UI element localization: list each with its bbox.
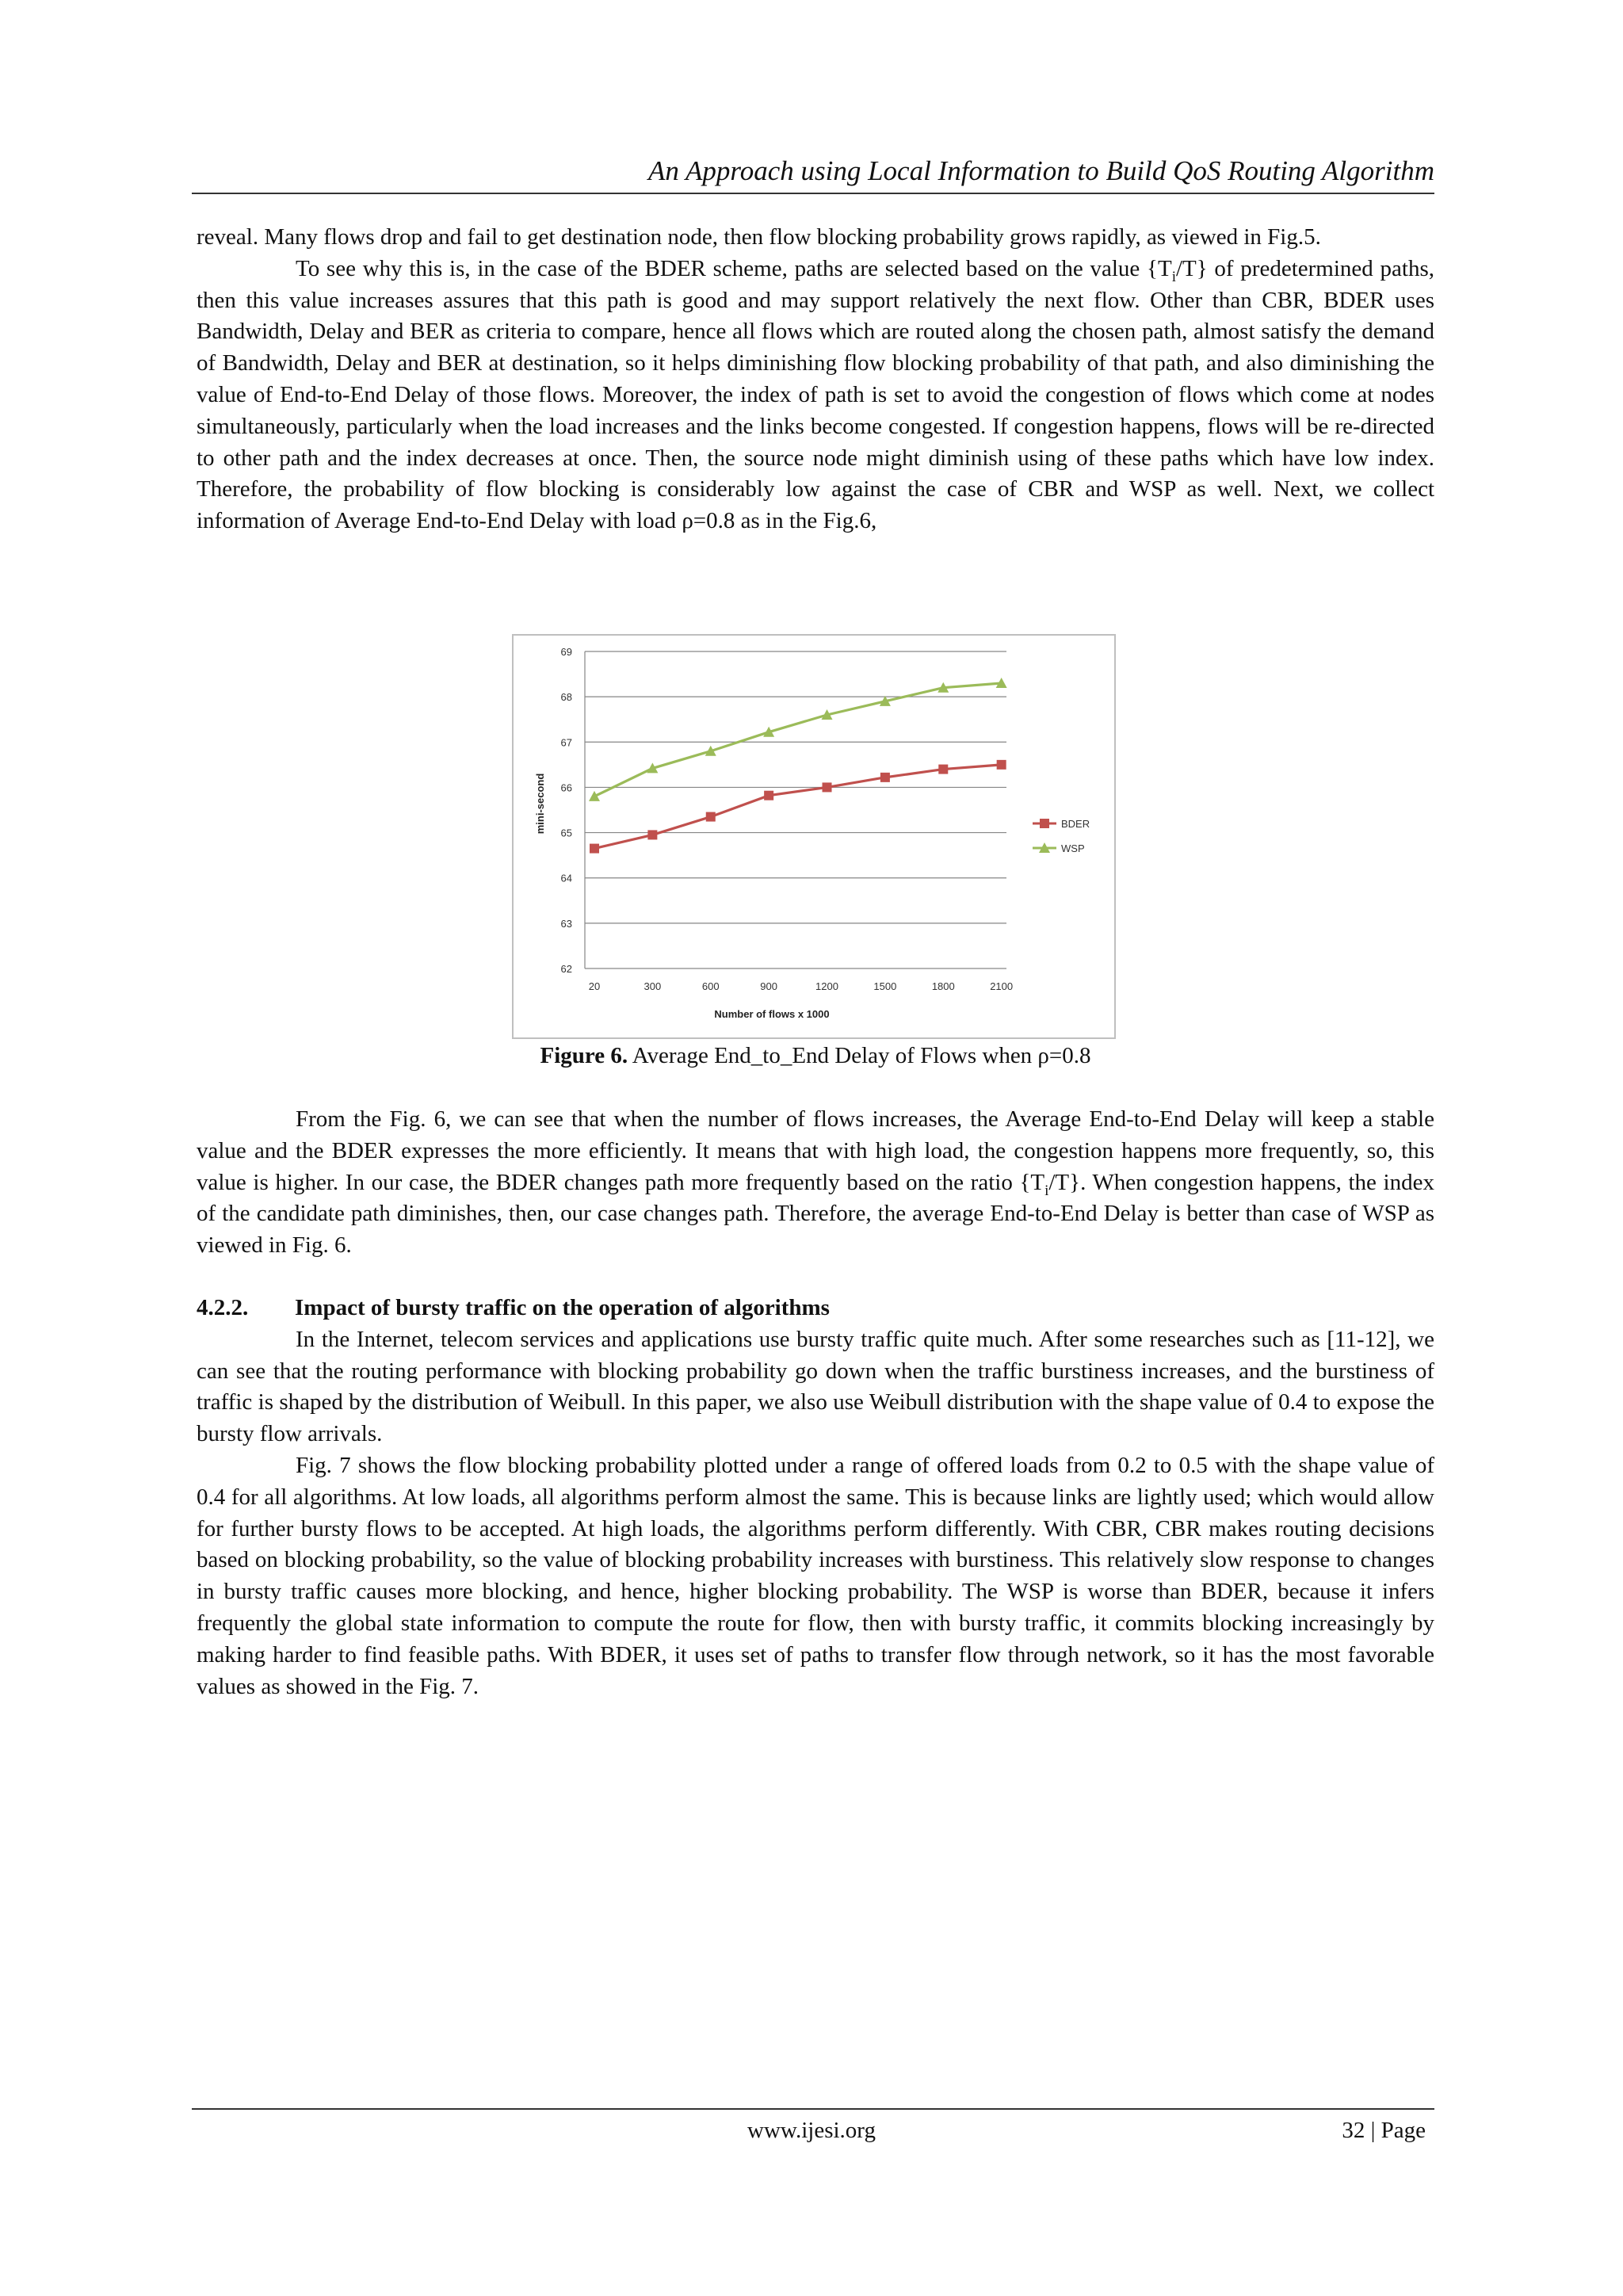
paragraph-1: reveal. Many flows drop and fail to get destination node, then flow blocking probability grows rapidly, as viewed in Fig.5. bbox=[197, 224, 1321, 250]
x-tick-label: 1200 bbox=[815, 980, 838, 992]
subscript-i: i bbox=[1044, 1182, 1049, 1199]
y-tick-label: 63 bbox=[560, 917, 572, 930]
paragraph-5: Fig. 7 shows the flow blocking probability plotted under a range of offered loads from 0.2 to 0.5 with the shape value of 0.4 for all algorithms. At low loads, all algorithms perform almost the same. This is because links are lightly used; which would allow for further bursty flows to be accepted. At high loads, the algorithms perform differently. With CBR, CBR makes routing decisions based on blocking probability, so the value of blocking probability increases with burstiness. This relatively slow response to changes in bursty traffic causes more blocking, and hence, higher blocking probability. The WSP is worse than BDER, because it infers frequently the global state information to compute the route for flow, then with bursty traffic, it commits blocking increasingly by making harder to find feasible paths. With BDER, it uses set of paths to transfer flow through network, so it has the most favorable values as showed in the Fig. 7. bbox=[197, 1452, 1434, 1699]
data-point-bder bbox=[823, 782, 832, 792]
body-text-bottom bbox=[197, 1104, 1434, 1702]
paragraph-2 bbox=[197, 254, 1434, 537]
paragraph-2-end: /T} of predetermined paths, then this value increases assures that this path is good and may support relatively the next flow. Other than CBR, BDER uses Bandwidth, Delay and BER as criteria to compare, hence all flows which are routed along the chosen path, almost satisfy the demand of Bandwidth, Delay and BER at destination, so it helps diminishing flow blocking probability of that path, and also diminishing the value of End-to-End Delay of those flows. Moreover, the index of path is set to avoid the congestion of flows which come at nodes simultaneously, particularly when the load increases and the links become congested. If congestion happens, flows will be re-directed to other path and the index decreases at once. Then, the source node might diminish using of these paths which have low index. Therefore, the probability of flow blocking is considerably low against the case of CBR and WSP as well. Next, we collect information of Average End-to-End Delay with load ρ=0.8 as in the Fig.6, bbox=[197, 255, 1434, 534]
section-title: Impact of bursty traffic on the operation of algorithms bbox=[295, 1294, 830, 1320]
y-tick-label: 69 bbox=[560, 646, 572, 658]
x-tick-label: 1800 bbox=[931, 980, 955, 992]
data-point-wsp bbox=[589, 791, 600, 801]
y-tick-label: 65 bbox=[560, 827, 572, 839]
x-tick-label: 20 bbox=[588, 980, 601, 992]
section-number: 4.2.2. bbox=[197, 1294, 249, 1320]
chart-svg bbox=[514, 636, 1114, 1037]
paragraph-3 bbox=[197, 1104, 1434, 1262]
body-text-top bbox=[197, 222, 1434, 537]
y-tick-label: 68 bbox=[560, 691, 572, 704]
x-tick-label: 1500 bbox=[873, 980, 897, 992]
x-tick-label: 600 bbox=[701, 980, 720, 992]
footer-rule bbox=[192, 2108, 1434, 2110]
data-point-bder bbox=[706, 812, 716, 822]
header-rule bbox=[192, 193, 1434, 194]
paragraph-2-start: To see why this is, in the case of the BDER scheme, paths are selected based on the value {T bbox=[296, 255, 1172, 281]
x-tick-label: 900 bbox=[760, 980, 777, 992]
legend-marker-bder bbox=[1040, 819, 1049, 828]
legend-label-wsp: WSP bbox=[1061, 842, 1085, 854]
paragraph-gap bbox=[197, 1262, 1434, 1293]
paragraph-3-end: /T}. When congestion happens, the index of the candidate path diminishes, then, our case changes path. Therefore, the average End-to-End Delay is better than case of WSP as viewed in Fig. 6. bbox=[197, 1169, 1434, 1259]
x-tick-label: 2100 bbox=[990, 980, 1014, 992]
figure-6-chart bbox=[512, 634, 1116, 1039]
figure-caption bbox=[197, 1040, 1434, 1072]
data-point-bder bbox=[590, 844, 599, 854]
y-tick-label: 66 bbox=[560, 781, 572, 794]
footer-site: www.ijesi.org bbox=[747, 2118, 876, 2143]
footer-page-number: 32 | Page bbox=[1342, 2118, 1426, 2143]
data-point-bder bbox=[764, 791, 773, 800]
data-point-bder bbox=[938, 765, 948, 774]
section-heading bbox=[197, 1293, 1434, 1324]
series-line-wsp bbox=[594, 683, 1002, 797]
y-tick-label: 67 bbox=[560, 736, 572, 749]
y-tick-label: 62 bbox=[560, 963, 572, 975]
x-tick-label: 300 bbox=[643, 980, 662, 992]
x-axis-title: Number of flows x 1000 bbox=[714, 1008, 830, 1020]
figure-caption-text: Average End_to_End Delay of Flows when ρ=0.8 bbox=[628, 1043, 1091, 1068]
running-header: An Approach using Local Information to Build QoS Routing Algorithm bbox=[648, 155, 1434, 186]
paragraph-3-start: From the Fig. 6, we can see that when the number of flows increases, the Average End-to-End Delay will keep a stable value and the BDER expresses the more efficiently. It means that with high load, the congestion happens more frequently, so, this value is higher. In our case, the BDER changes path more frequently based on the ratio {T bbox=[197, 1106, 1434, 1195]
figure-label: Figure 6. bbox=[540, 1043, 628, 1068]
data-point-bder bbox=[647, 830, 657, 839]
paragraph-4: In the Internet, telecom services and applications use bursty traffic quite much. After some researches such as [11-12], we can see that the routing performance with blocking probability go down when the traffic burstiness increases, and the burstiness of traffic is shaped by the distribution of Weibull. In this paper, we also use Weibull distribution with the shape value of 0.4 to expose the bursty flow arrivals. bbox=[197, 1326, 1434, 1447]
subscript-i: i bbox=[1171, 268, 1176, 285]
data-point-bder bbox=[880, 773, 890, 782]
y-axis-title: mini-second bbox=[534, 773, 546, 835]
data-point-bder bbox=[997, 760, 1006, 770]
legend-label-bder: BDER bbox=[1061, 818, 1090, 830]
y-tick-label: 64 bbox=[560, 872, 572, 884]
